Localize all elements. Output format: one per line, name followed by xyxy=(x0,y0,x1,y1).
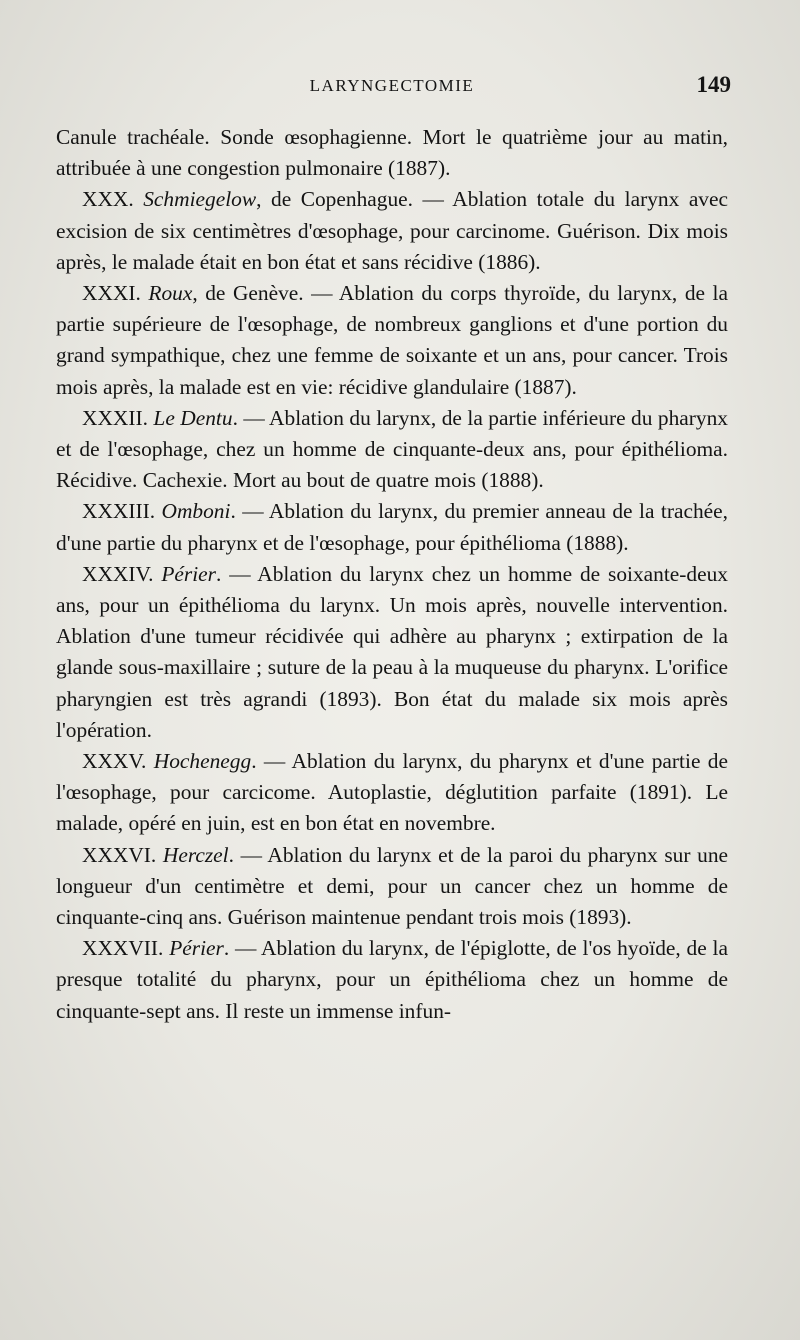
running-title: LARYNGECTOMIE xyxy=(309,76,475,95)
case-number: XXXI. xyxy=(82,281,149,306)
surgeon-name: Périer xyxy=(161,561,217,586)
paragraph-case-xxxi xyxy=(56,278,728,403)
surgeon-name: Périer xyxy=(169,936,224,961)
paragraph-case-xxxv xyxy=(56,746,728,840)
paragraph-text: . — Ablation du larynx, du premier anneau de la trachée, d'une partie du pharynx et de l'œsophage, pour épithélioma (1888). xyxy=(56,499,728,555)
case-number: XXXVI. xyxy=(82,842,163,867)
case-number: XXXV. xyxy=(82,749,154,774)
paragraph-text: Canule trachéale. Sonde œsophagienne. Mort le quatrième jour au matin, attribuée à une congestion pulmonaire (1887). xyxy=(56,125,728,181)
surgeon-name: Herczel xyxy=(162,842,229,867)
paragraph-case-xxxvi xyxy=(56,840,728,934)
paragraph-text: , de Genève. — Ablation du corps thyroïde, du larynx, de la partie supérieure de l'œsophage, de nombreux ganglions et d'une portion du grand sympathique, chez une femme de soixante et un ans, pour cancer. Trois mois après, la malade est en vie: récidive glandulaire (1887). xyxy=(56,281,728,399)
paragraph-case-xxx xyxy=(56,184,728,278)
running-head xyxy=(56,72,731,106)
surgeon-name: Le Dentu xyxy=(153,405,233,430)
paragraph-case-xxxvii xyxy=(56,933,728,1027)
book-page xyxy=(56,72,731,1027)
body-text xyxy=(56,122,728,1027)
page-number: 149 xyxy=(696,72,731,97)
paragraph-text: . — Ablation du larynx et de la paroi du pharynx sur une longueur d'un centimètre et demi, pour un cancer chez un homme de cinquante-cinq ans. Guérison maintenue pendant trois mois (1893). xyxy=(56,842,729,930)
paragraph-continuation xyxy=(56,122,728,184)
paragraph-case-xxxii xyxy=(56,403,728,497)
paragraph-case-xxxiv xyxy=(56,559,728,746)
surgeon-name: Roux xyxy=(148,281,193,306)
paragraph-case-xxxiii xyxy=(56,496,728,558)
surgeon-name: Schmiegelow xyxy=(143,187,257,212)
case-number: XXXII. xyxy=(82,405,154,430)
case-number: XXXVII. xyxy=(82,936,170,961)
surgeon-name: Omboni xyxy=(161,499,231,524)
surgeon-name: Hochenegg xyxy=(153,749,252,774)
paragraph-text: . — Ablation du larynx chez un homme de soixante-deux ans, pour un épithélioma du larynx. Un mois après, nouvelle intervention. Ablation d'une tumeur récidivée qui adhère au pharynx ; extirpation de la glande sous-maxillaire ; suture de la peau à la muqueuse du pharynx. L'orifice pharyngien est très agrandi (1893). Bon état du malade six mois après l'opération. xyxy=(56,561,728,742)
paragraph-text: . — Ablation du larynx, de l'épiglotte, de l'os hyoïde, de la presque totalité du pharynx, pour un épithélioma chez un homme de cinquante-sept ans. Il reste un immense infun- xyxy=(56,936,728,1023)
paragraph-text: . — Ablation du larynx, de la partie inférieure du pharynx et de l'œsophage, chez un homme de cinquante-deux ans, pour épithélioma. Récidive. Cachexie. Mort au bout de quatre mois (1888). xyxy=(56,405,728,493)
paragraph-text: . — Ablation du larynx, du pharynx et d'une partie de l'œsophage, pour carcicome. Autoplastie, déglutition parfaite (1891). Le malade, opéré en juin, est en bon état en novembre. xyxy=(56,749,728,836)
case-number: XXXIV. xyxy=(82,561,162,586)
case-number: XXX. xyxy=(82,187,144,212)
paragraph-text: , de Copenhague. — Ablation totale du larynx avec excision de six centimètres d'œsophage, pour carcinome. Guérison. Dix mois après, le malade était en bon état et sans récidive (1886). xyxy=(56,187,728,274)
case-number: XXXIII. xyxy=(82,499,162,524)
